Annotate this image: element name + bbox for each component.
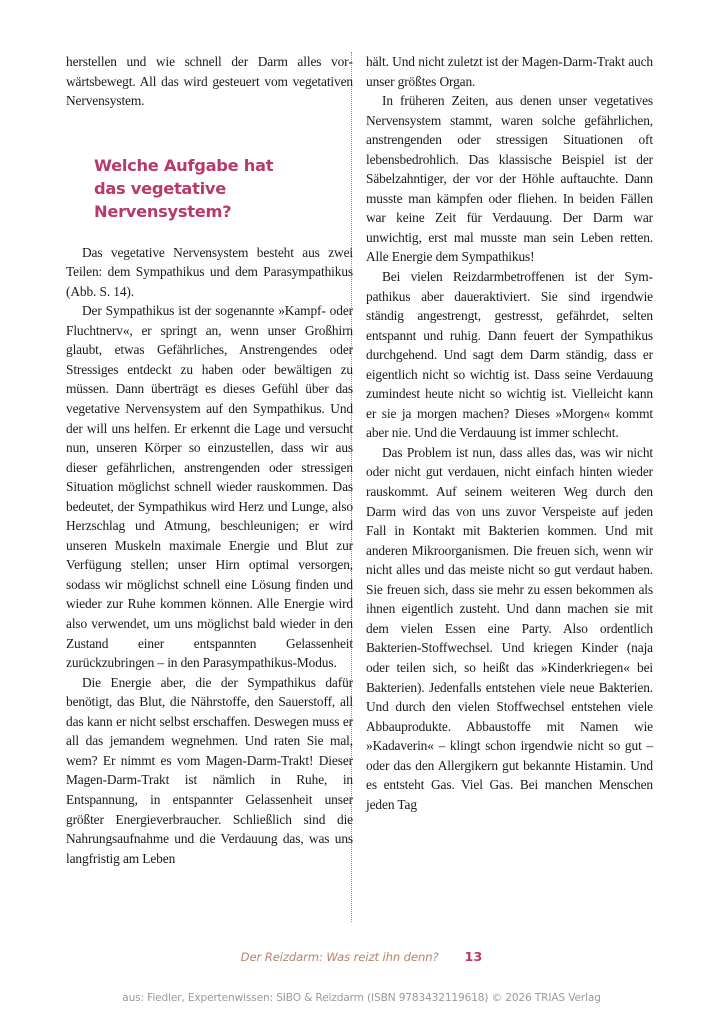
page-number: 13: [464, 950, 483, 965]
paragraph-left-4: Die Energie aber, die der Sympathikus dafür benötigt, das Blut, die Nährstoffe, den Sauerstoff, all das kann er nicht selbst erschaffen. Deswegen muss er all das jemandem wegnehmen. Und raten Sie mal, wem? Er nimmt es vom Magen-Darm-Trakt! Dieser Magen-Darm-Trakt ist nämlich in Ruhe, in Entspannung, in entspannter Gelassenheit unser größter Energieverbraucher. Schließlich sind die Nahrungsaufnahme und die Verdauung das, was uns langfristig am Leben: [66, 674, 353, 866]
paragraph-right-4: Das Problem ist nun, dass alles das, was wir nicht oder nicht gut verdauen, nicht einfach hinten wieder rauskommt. Auf seinem weiteren Weg durch den Darm wird das von uns zuvor Verspeiste auf jeden Fall in Kontakt mit Bakterien kommen. Und mit anderen Mikroorganismen. Die freuen sich, wenn wir nicht alles und das meiste nicht so gut verdaut haben. Sie freuen sich, dass sie mehr zu essen bekommen als ihnen eigentlich zusteht. Und dann machen sie mit dem vielen Essen eine Party. Also ordentlich Bakterien-Stoffwechsel. Und kriegen Kinder (naja oder teilen sich, so heißt das »Kinderkriegen« bei Bakterien). Jedenfalls entstehen viele neue Bakterien. Und durch den vielen Stoffwechsel entstehen viele Abbauprodukte. Abbaustoffe mit Namen wie »Kadaverin« – klingt schon irgendwie nicht so gut – oder das den Allergikern gut bekannte Histamin. Und es entsteht Gas. Viel Gas. Bei manchen Menschen jeden Tag: [366, 444, 653, 812]
paragraph-right-2: In früheren Zeiten, aus denen unser vegetatives Nervensystem stammt, waren solche gefährlichen, anstrengenden oder stressigen Situationen oft lebensbedrohlich. Das klassische Beispiel ist der Säbelzahntiger, der vor der Höhle auftauchte. Dann musste man kämpfen oder fliehen. In beiden Fällen war keine Zeit für Verdauung. Der Darm war unwichtig, erst mal musste man sein Leben retten. Alle Energie dem Sympathikus!: [366, 93, 653, 265]
running-title: Der Reizdarm: Was reizt ihn denn?: [240, 950, 439, 964]
section-heading-line-2: das vegetative Nervensystem?: [94, 178, 232, 221]
running-footer-inner: [241, 948, 483, 966]
paragraph-left-2: Das vegetative Nervensystem besteht aus zwei Teilen: dem Sympathikus und dem Parasympathikus (Abb. S. 14).: [66, 244, 353, 299]
paragraph-right-3: Bei vielen Reizdarmbetroffenen ist der Sympathikus aber daueraktiviert. Sie sind irgendwie ständig angestrengt, gestresst, gefährdet, selten entspannt und ruhig. Dann feuert der Sympathikus durchgehend. Und sagt dem Darm ständig, dass er eigentlich nicht so wichtig ist. Dass seine Verdauung zumindest heute nicht so wichtig ist. Vielleicht kann er sie ja morgen machen? Dieses »Morgen« kommt aber nie. Und die Verdauung ist immer schlecht.: [366, 269, 653, 441]
paragraph-right-1: hält. Und nicht zuletzt ist der Magen-Darm-Trakt auch unser größtes Organ.: [366, 54, 653, 89]
running-footer: [0, 948, 723, 968]
source-credit: aus: Fiedler, Expertenwissen: SIBO & Reizdarm (ISBN 9783432119618) © 2026 TRIAS Verlag: [122, 992, 601, 1004]
right-text-column: [366, 52, 653, 922]
paragraph-left-1: herstellen und wie schnell der Darm alles vorwärtsbewegt. All das wird gesteuert vom vegetativen Nervensystem.: [66, 54, 353, 109]
paragraph-left-3: Der Sympathikus ist der sogenannte »Kampf- oder Fluchtnerv«, er springt an, wenn unser Großhirn glaubt, etwas Gefährliches, Anstrengendes oder Stressiges entdeckt zu haben oder bewältigen zu müssen. Dann überträgt es dieses Gefühl über das vegetative Nervensystem auf den Sympathikus. Und der will uns helfen. Er erkennt die Lage und versucht nun, unseren Körper so einzustellen, dass wir aus dieser gefährlichen, anstrengenden oder stressigen Situation möglichst schnell wieder rauskommen. Das bedeutet, der Sympathikus wird Herz und Lunge, also Herzschlag und Atmung, beschleunigen; er wird unseren Muskeln maximale Energie und Blut zur Verfügung stellen; unser Hirn optimal versorgen, sodass wir möglichst schnell eine Lösung finden und wieder zur Ruhe kommen können. Alle Energie wird also verwendet, um uns möglichst bald wieder in den Zustand einer entspannten Gelassenheit zurückzubringen – in den Parasympathikus-Modus.: [66, 303, 353, 671]
section-heading-line-1: Welche Aufgabe hat: [94, 155, 274, 175]
text-columns: [66, 52, 653, 922]
section-heading-block: [66, 111, 353, 243]
left-text-column: [66, 52, 353, 922]
